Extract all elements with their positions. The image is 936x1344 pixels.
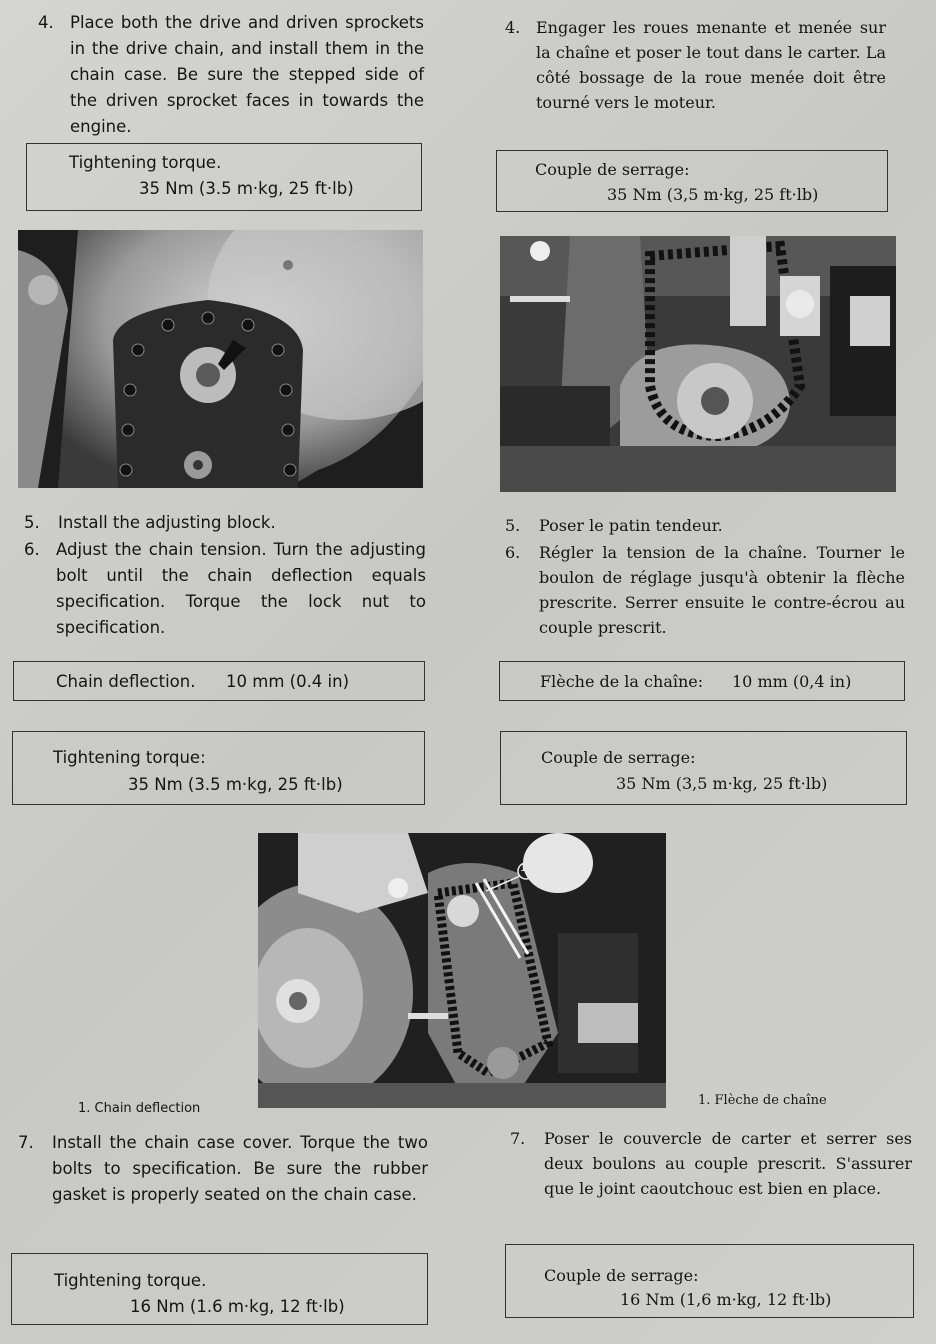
fr-torque-box-2 bbox=[500, 731, 907, 805]
en-step-6-text: Adjust the chain tension. Turn the adjusting bolt until the chain deflection equals specification. Torque the lock nut to specification. bbox=[56, 540, 426, 637]
fr-step-4-number: 4. bbox=[505, 18, 521, 37]
fr-step-6-text: Régler la tension de la chaîne. Tourner le boulon de réglage jusqu'à obtenir la flèche prescrite. Serrer ensuite le contre-écrou au couple prescrit. bbox=[539, 543, 905, 637]
fr-torque-box-2-value: 35 Nm (3,5 m·kg, 25 ft·lb) bbox=[616, 774, 828, 793]
fr-torque-box-3 bbox=[505, 1244, 914, 1318]
fr-step-5-number: 5. bbox=[505, 516, 521, 535]
en-torque-box-2-label: Tightening torque: bbox=[53, 748, 206, 767]
fr-step-6 bbox=[505, 540, 905, 650]
fr-step-7-number: 7. bbox=[510, 1129, 526, 1148]
en-torque-box-1 bbox=[26, 143, 422, 211]
fr-step-4 bbox=[505, 15, 890, 115]
en-torque-box-3 bbox=[11, 1253, 428, 1325]
fr-chain-deflection-box bbox=[499, 661, 905, 701]
en-chain-deflection-value: 10 mm (0.4 in) bbox=[226, 672, 350, 691]
en-step-5-number: 5. bbox=[24, 513, 40, 532]
en-torque-box-1-label: Tightening torque. bbox=[69, 153, 222, 172]
fr-torque-box-1-value: 35 Nm (3,5 m·kg, 25 ft·lb) bbox=[607, 185, 819, 204]
fr-photo-caption: 1. Flèche de chaîne bbox=[698, 1093, 827, 1108]
fr-torque-box-1 bbox=[496, 150, 888, 212]
en-torque-box-2 bbox=[12, 731, 425, 805]
en-step-5-text: Install the adjusting block. bbox=[58, 513, 276, 532]
center-photo-chain-deflection bbox=[258, 833, 666, 1108]
fr-step-6-number: 6. bbox=[505, 543, 521, 562]
fr-photo-chain-case bbox=[500, 236, 896, 492]
en-step-4-text: Place both the drive and driven sprockets in the drive chain, and install them in the chain case. Be sure the stepped side of the driven sprocket faces in towards the engine. bbox=[70, 13, 424, 136]
en-torque-box-3-label: Tightening torque. bbox=[54, 1271, 207, 1290]
photo-callout-1: 1 bbox=[520, 863, 527, 874]
en-step-6-number: 6. bbox=[24, 540, 40, 559]
en-torque-box-2-value: 35 Nm (3.5 m·kg, 25 ft·lb) bbox=[128, 775, 343, 794]
fr-chain-deflection-label: Flèche de la chaîne: bbox=[540, 672, 704, 691]
fr-torque-box-2-label: Couple de serrage: bbox=[541, 748, 696, 767]
en-step-7-number: 7. bbox=[18, 1133, 34, 1152]
en-chain-deflection-box bbox=[13, 661, 425, 701]
fr-torque-box-3-label: Couple de serrage: bbox=[544, 1266, 699, 1285]
en-step-4 bbox=[38, 10, 428, 136]
fr-step-7 bbox=[510, 1126, 912, 1232]
en-step-7-text: Install the chain case cover. Torque the two bolts to specification. Be sure the rubber gasket is properly seated on the chain case. bbox=[52, 1133, 428, 1204]
fr-step-5 bbox=[505, 513, 905, 539]
en-step-5 bbox=[24, 510, 428, 536]
fr-chain-deflection-value: 10 mm (0,4 in) bbox=[732, 672, 852, 691]
en-torque-box-1-value: 35 Nm (3.5 m·kg, 25 ft·lb) bbox=[139, 179, 354, 198]
en-chain-deflection-label: Chain deflection. bbox=[56, 672, 196, 691]
fr-step-4-text: Engager les roues menante et menée sur la chaîne et poser le tout dans le carter. La côté bossage de la roue menée doit être tourné vers le moteur. bbox=[536, 18, 886, 112]
fr-torque-box-3-value: 16 Nm (1,6 m·kg, 12 ft·lb) bbox=[620, 1290, 832, 1309]
en-step-4-number: 4. bbox=[38, 13, 54, 32]
en-step-6 bbox=[24, 537, 428, 647]
fr-step-7-text: Poser le couvercle de carter et serrer ses deux boulons au couple prescrit. S'assurer que le joint caoutchouc est bien en place. bbox=[544, 1129, 912, 1198]
en-torque-box-3-value: 16 Nm (1.6 m·kg, 12 ft·lb) bbox=[130, 1297, 345, 1316]
en-photo-caption: 1. Chain deflection bbox=[78, 1101, 201, 1116]
fr-torque-box-1-label: Couple de serrage: bbox=[535, 160, 690, 179]
en-photo-sprocket-install bbox=[18, 230, 423, 488]
en-step-7 bbox=[18, 1130, 430, 1240]
fr-step-5-text: Poser le patin tendeur. bbox=[539, 516, 723, 535]
